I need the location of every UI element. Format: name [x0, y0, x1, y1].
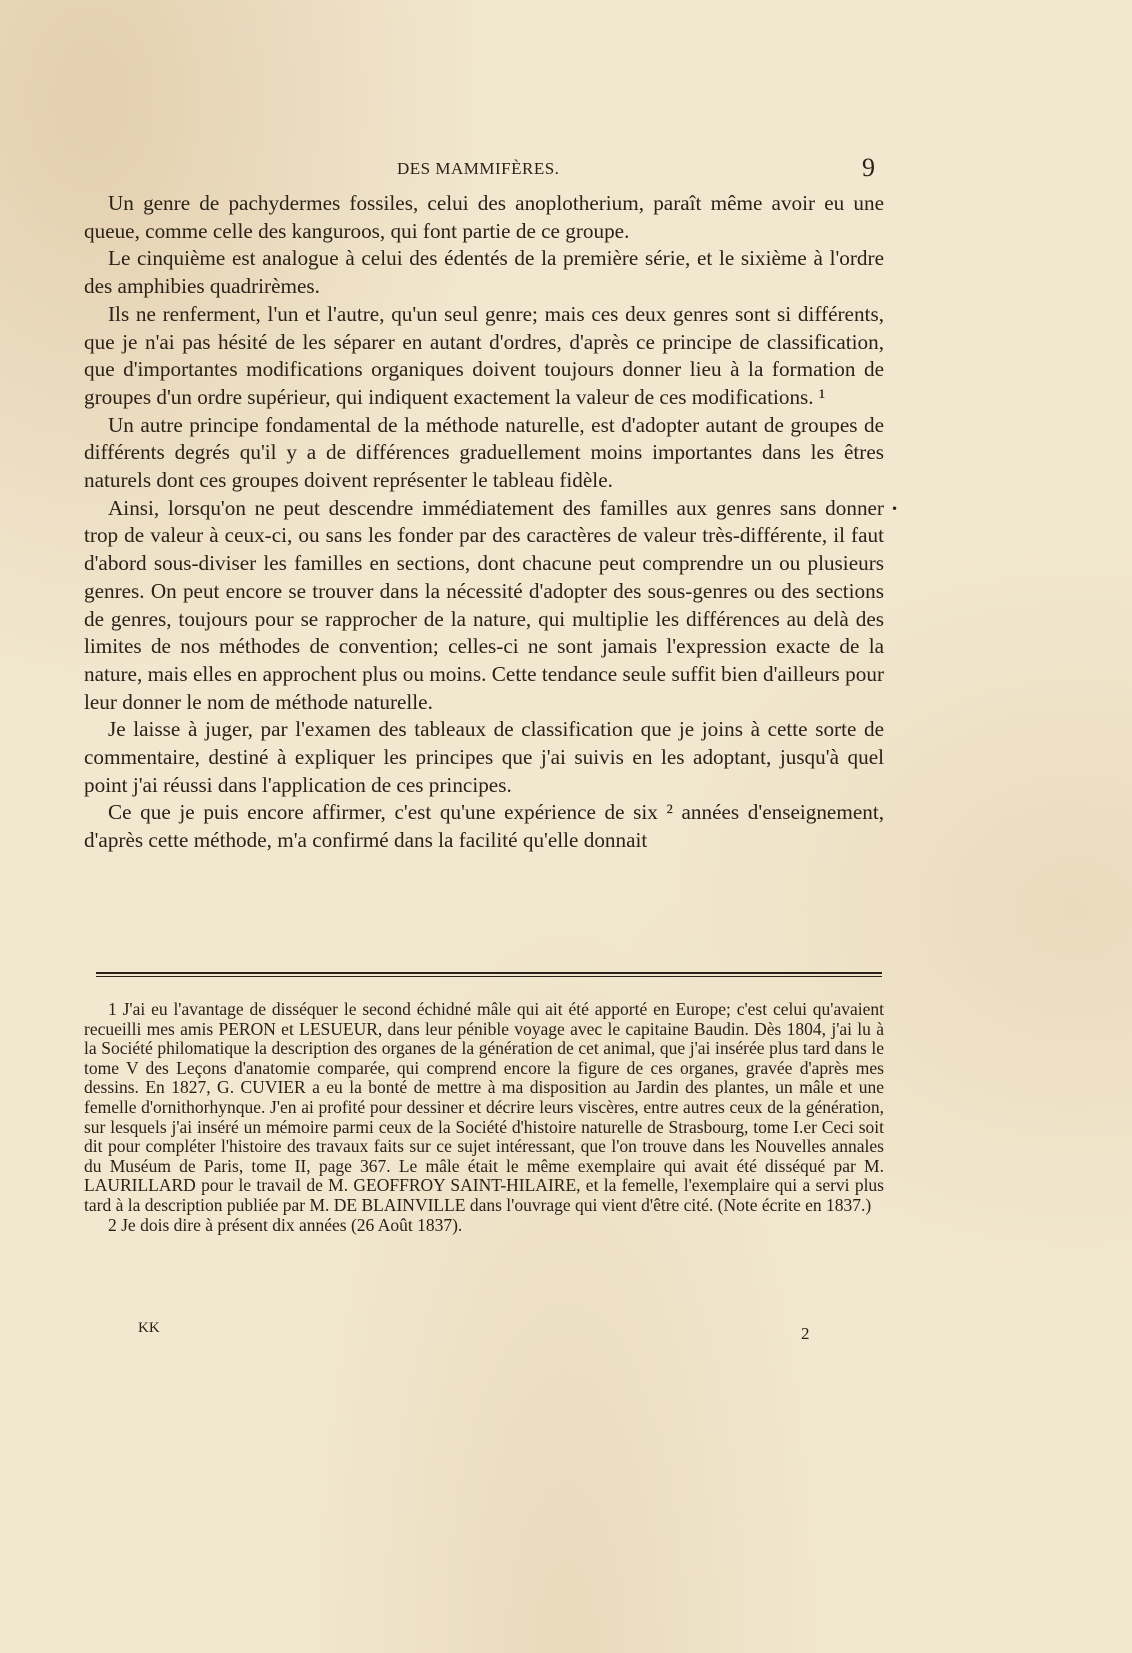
signature-mark: KK — [138, 1320, 160, 1336]
signature-row — [138, 1320, 818, 1342]
footnote-rule-thin — [96, 976, 882, 977]
paragraph: Le cinquième est analogue à celui des édentés de la première série, et le sixième à l'ordre des amphibies quadrirèmes. — [84, 246, 884, 299]
running-head: DES MAMMIFÈRES. — [397, 159, 560, 178]
main-text — [84, 190, 884, 855]
gathering-number: 2 — [801, 1324, 810, 1343]
paragraph: Ainsi, lorsqu'on ne peut descendre immédiatement des familles aux genres sans donner trop de valeur à ceux-ci, ou sans les fonder par des caractères de valeur très-différente, il faut d'abord sous-diviser les familles en sections, dont chacune peut comprendre un ou plusieurs genres. On peut encore se trouver dans la nécessité d'adopter des sous-genres ou des sections de genres, toujours pour se rapprocher de la nature, qui multiplie les différences au delà des limites de nos méthodes de convention; celles-ci ne sont jamais l'expression exacte de la nature, mais elles en approchent plus ou moins. Cette tendance seule suffit bien d'ailleurs pour leur donner le nom de méthode naturelle. — [84, 495, 884, 714]
paragraph: Ils ne renferment, l'un et l'autre, qu'un seul genre; mais ces deux genres sont si différents, que je n'ai pas hésité de les séparer en autant d'ordres, d'après ce principe de classification, que d'importantes modifications organiques doivent toujours donner lieu à la formation de groupes d'un ordre supérieur, qui indiquent exactement la valeur de ces modifications. ¹ — [84, 301, 884, 409]
footnote-rule — [96, 972, 882, 974]
paragraph: Ce que je puis encore affirmer, c'est qu'une expérience de six ² années d'enseignement, d'après cette méthode, m'a confirmé dans la facilité qu'elle donnait — [84, 800, 884, 853]
margin-mark: • — [891, 502, 899, 516]
footnotes — [84, 1000, 884, 1235]
footnote: 1 J'ai eu l'avantage de disséquer le second échidné mâle qui ait été apporté en Europe; c'est celui qu'avaient recueilli mes amis PERON et LESUEUR, dans leur pénible voyage avec le capitaine Baudin. Dès 1804, j'ai lu à la Société philomatique la description des organes de la génération de cet animal, que j'ai insérée plus tard dans le tome V des Leçons d'anatomie comparée, qui comprend encore la figure de ces organes, gravée d'après mes dessins. En 1827, G. CUVIER a eu la bonté de mettre à ma disposition au Jardin des plantes, un mâle et une femelle d'ornithorhynque. J'en ai profité pour dessiner et décrire leurs viscères, entre autres ceux de la génération, sur lesquels j'ai inséré un mémoire parmi ceux de la Société d'histoire naturelle de Strasbourg, tome I.er Ceci soit dit pour compléter l'histoire des travaux faits sur ce sujet intéressant, que l'on trouve dans les Nouvelles annales du Muséum de Paris, tome II, page 367. Le mâle était le même exemplaire qui avait été disséqué par M. LAURILLARD pour le travail de M. GEOFFROY SAINT-HILAIRE, et la femelle, l'exemplaire qui a servi plus tard à la description publiée par M. DE BLAINVILLE dans l'ouvrage qui vient d'être cité. (Note écrite en 1837.) — [84, 999, 884, 1215]
footnote: 2 Je dois dire à présent dix années (26 Août 1837). — [108, 1214, 463, 1235]
page-number: 9 — [862, 153, 875, 182]
page-header — [84, 155, 884, 189]
paragraph: Un genre de pachydermes fossiles, celui des anoplotherium, paraît même avoir eu une queue, comme celle des kanguroos, qui font partie de ce groupe. — [84, 191, 884, 243]
paragraph: Un autre principe fondamental de la méthode naturelle, est d'adopter autant de groupes de différents degrés qu'il y a de différences graduellement moins importantes dans les êtres naturels dont ces groupes doivent représenter le tableau fidèle. — [84, 412, 884, 493]
paragraph: Je laisse à juger, par l'examen des tableaux de classification que je joins à cette sorte de commentaire, destiné à expliquer les principes que j'ai suivis en les adoptant, jusqu'à quel point j'ai réussi dans l'application de ces principes. — [84, 717, 884, 797]
